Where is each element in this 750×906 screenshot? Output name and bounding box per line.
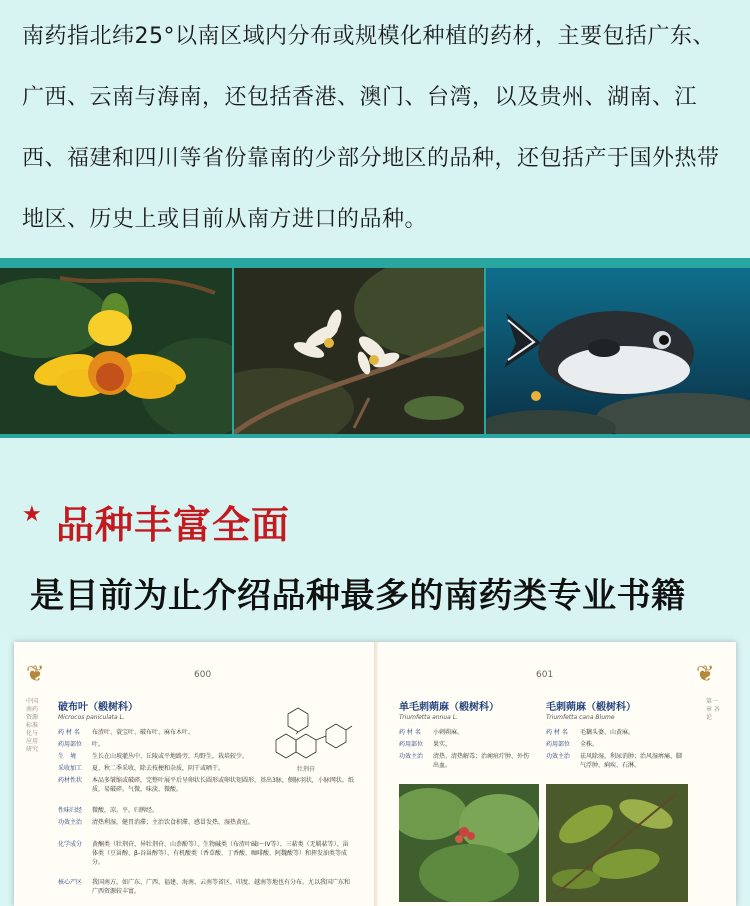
- right2-row: [546, 740, 691, 749]
- pufferfish-image: [486, 268, 750, 434]
- book-spread: [14, 642, 736, 906]
- leaf-logo-icon: ❦: [696, 662, 715, 687]
- row-value: 叶。: [92, 741, 105, 748]
- row-value: 夏、秋二季采收，除去枝梗和杂质，阴干或晒干。: [92, 765, 225, 772]
- headline-subtitle: 是目前为止介绍品种最多的南药类专业书籍: [30, 576, 686, 616]
- row-value: 我国南方，如广东、广西、福建、海南、云南等省区，印度、越南等地也有分布。尤以我国广东和广西资源较丰富。: [92, 879, 351, 895]
- right-page-number: 601: [536, 670, 554, 680]
- headline-title: 品种丰富全面: [56, 503, 291, 547]
- chemical-structure-diagram: [266, 700, 354, 770]
- row-value: 微酸，凉。平。归脾经。: [92, 807, 159, 814]
- photo-yellow-flower: [0, 268, 232, 434]
- right-entry1-latin: Triumfetta annua L.: [399, 714, 458, 721]
- row-value: 祛风除湿，利尿消肿；治风湿痹痛、脚气浮肿、痢疾、石淋。: [580, 753, 683, 769]
- star-icon: ★: [22, 502, 42, 527]
- row-key: 功效主治: [546, 753, 571, 760]
- left-side-text: 中国南药资源标准化与应用研究: [26, 698, 39, 753]
- row-value: 全株。: [580, 741, 599, 748]
- right-side-text: 第一章 各论: [706, 698, 720, 721]
- left-row: [58, 840, 358, 867]
- row-key: 化学成分: [58, 841, 83, 848]
- row-key: 药 材 名: [58, 729, 80, 736]
- right2-row: [546, 752, 691, 770]
- leaf-logo-icon: ❦: [26, 662, 45, 687]
- intro-section: [0, 0, 750, 258]
- row-key: 药 材 名: [546, 729, 568, 736]
- row-key: 药用部位: [546, 741, 571, 748]
- structure-caption: 牡荆苷: [297, 766, 316, 773]
- row-key: 功效主治: [399, 753, 424, 760]
- row-key: 性味归经: [58, 807, 83, 814]
- intro-text: 南药指北纬25°以南区域内分布或规模化种植的药材，主要包括广东、广西、云南与海南，还包括香港、澳门、台湾，以及贵州、湖南、江西、福建和四川等省份靠南的少部分地区的品种，还包括产于国外热带地区、历史上或目前从南方进口的品种。: [22, 24, 720, 232]
- row-value: 小刺蒴麻。: [433, 729, 464, 736]
- photo-strip: [0, 258, 750, 438]
- row-value: 本品多皱缩或破碎，完整叶展平后呈卵状长圆形或卵状矩圆形，基出3脉，侧脉羽状，小脉网状。纸质，易破碎。气微，味淡、微酸。: [92, 777, 354, 793]
- photo-white-flower: [234, 268, 484, 434]
- row-key: 核心产区: [58, 879, 83, 886]
- right1-row: [399, 740, 539, 749]
- left-page-number: 600: [194, 670, 212, 680]
- row-value: 果实。: [433, 741, 452, 748]
- row-value: 布渣叶、蓑宝叶、破布叶、麻布木叶。: [92, 729, 195, 736]
- row-key: 药用部位: [58, 741, 83, 748]
- right-entry1-title: 单毛刺蒴麻（椴树科）: [399, 702, 499, 713]
- photo-pufferfish: [486, 268, 750, 434]
- row-key: 药用部位: [399, 741, 424, 748]
- right2-row: [546, 728, 691, 737]
- headline-section: [0, 438, 750, 638]
- row-key: 药材性状: [58, 777, 83, 784]
- row-key: 采收加工: [58, 765, 83, 772]
- row-value: 清热利湿，健胃消滞；主治饮食积滞、感冒发热、湿热黄疸。: [92, 819, 255, 826]
- row-key: 功效主治: [58, 819, 83, 826]
- left-entry-title: 破布叶（椴树科）: [58, 702, 138, 713]
- right-entry2-latin: Triumfetta cana Blume: [546, 714, 615, 721]
- row-value: 生长在山坡灌丛中、丘陵或平地路旁，均野生，栽培较少。: [92, 753, 249, 760]
- left-entry-latin: Microcos paniculata L.: [58, 714, 125, 721]
- row-key: 药 材 名: [399, 729, 421, 736]
- right1-row: [399, 728, 539, 737]
- row-value: 黄酮类（牡荆苷、异牡荆苷、山柰酚等）、生物碱类（布渣叶碱I～IV等）、三萜类（无羁萜等）、甾体类（豆甾醇、β-谷甾醇等）、有机酸类（香草酸、丁香酸、咖啡酸、阿魏酸等）和挥发油类等成分。: [92, 841, 349, 866]
- row-key: 生 境: [58, 753, 77, 760]
- left-row: [58, 806, 358, 815]
- yellow-flower-image: [0, 268, 232, 434]
- right-entry2-title: 毛刺蒴麻（椴树科）: [546, 702, 636, 713]
- book-spine: [374, 642, 378, 906]
- row-value: 清热、清热解毒；治痈疽疔肿、外伤出血。: [433, 753, 530, 769]
- left-row: [58, 818, 358, 827]
- left-row: [58, 878, 358, 896]
- white-flower-image: [234, 268, 484, 434]
- right1-row: [399, 752, 539, 770]
- left-row: [58, 776, 358, 794]
- row-value: 毛黐头婆、山黄麻。: [580, 729, 635, 736]
- plant-photo-triumfetta-cana: [546, 784, 688, 902]
- plant-photo-triumfetta-annua: [399, 784, 539, 902]
